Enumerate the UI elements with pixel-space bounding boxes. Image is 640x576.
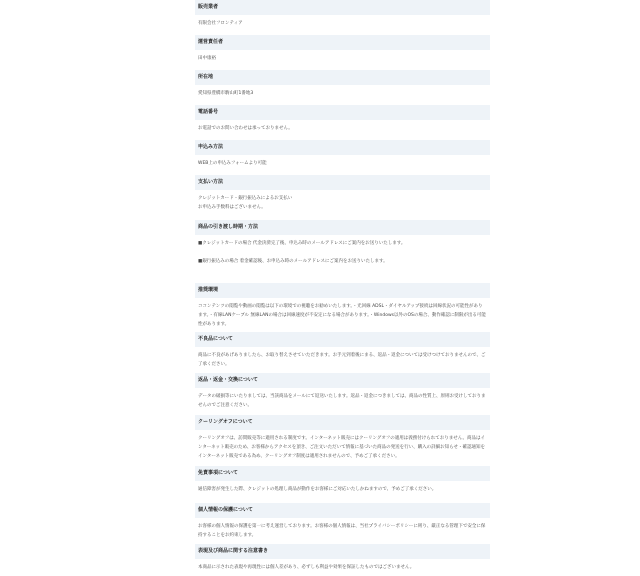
section-payment [195,175,490,212]
section-heading: 商品の引き渡し時期・方法 [195,220,490,235]
section-privacy [195,503,490,540]
section-heading: 推奨環境 [195,283,490,298]
section-text: 有限会社フロンティア [198,21,243,26]
section-cooling-off [195,415,490,461]
section-heading: 支払い方法 [195,175,490,190]
section-text: ココンテンツの閲覧や動画の閲覧は以下の環境での視聴をお勧めいたします。・光回線 ADSL・ダイヤルアップ接続は回線状況の可能性があります。・有線LANケーブル 無線LANの場合は回線速度が不安定になる場合があります。・Windows以外のOSの場合、動作確認に制限が出る可能性があります。 [198,304,486,327]
section-text: 田中康裕 [198,56,216,61]
section-text: ■クレジットカードの場合 代金決済完了後、申込み時のメールアドレスにご案内をお送りいたします。 [198,241,406,246]
section-environment [195,283,490,329]
section-heading: 返品・返金・交換について [195,373,490,388]
section-text: クレジットカード・銀行振込みによるお支払い [198,196,293,201]
section-heading: 免責事項について [195,466,490,481]
section-heading: 電話番号 [195,105,490,120]
section-text: 商品に不良があげありましたら、お取り替えさせていただきます。お手元到着後にまる、返品・返金については受けつけておりませんので、ご了承ください。 [198,353,486,367]
section-heading: クーリングオフについて [195,415,490,430]
section-text: 通信障害が発生した際、クレジットの処理し商品が動作をお客様にご対応いたしかねますので、予めご了承ください。 [198,487,437,492]
section-apply-method [195,140,490,168]
section-text: お客様の個人情報の保護を第一に考え運営しております。お客様の個人情報は、当社プライバシーポリシーに則り、厳正なる管理下で安全に保持することをお約束します。 [198,524,486,538]
section-seller [195,0,490,28]
section-heading: 所在地 [195,70,490,85]
section-delivery [195,220,490,266]
section-expression-notice [195,544,490,572]
section-defective [195,332,490,369]
section-heading: 不良品について [195,332,490,347]
section-disclaimer [195,466,490,494]
section-text: お電話でのお問い合わせは承っておりません。 [198,126,293,131]
section-text: ■銀行振込みの場合 着金確認後、お申込み時のメールアドレスにご案内をお送りいたします。 [198,259,388,264]
section-text: 愛知県豊橋市駒山町1番地3 [198,91,254,96]
section-heading: 申込み方法 [195,140,490,155]
section-text: データの破損等にいたりましては、当該商品をメールにて返送いたします。返品・返金につきましては、商品の性質上、原則お受けしておりませんのでご注意ください。 [198,394,486,408]
section-address [195,70,490,98]
section-text: クーリングオフは、訪問販売等に適用される制度です。インターネット販売にはクーリングオフの適用は義務付けられておりません。商品はインターネット販売のため、お客様からアクセスを頂き、ご注文いただいて情報に基づいた商品の発送を行い、購入の詳細お知らせ・確認通知をインターネット販売である為め、クーリングオフ制度は適用されませんので、予めご了承ください。 [198,436,486,459]
section-returns [195,373,490,410]
section-heading: 販売業者 [195,0,490,15]
section-heading: 表現及び商品に関する注意書き [195,544,490,559]
section-text: WEB上の申込みフォームより可能 [198,161,267,166]
section-phone [195,105,490,133]
section-heading: 個人情報の保護について [195,503,490,518]
section-text: 本商品に示された表現や再現性には個人差があり、必ずしも利益や効果を保証したものではございません。 [198,565,415,570]
section-heading: 運営責任者 [195,35,490,50]
section-text: お申込み手数料はございません。 [198,205,266,210]
section-manager [195,35,490,63]
